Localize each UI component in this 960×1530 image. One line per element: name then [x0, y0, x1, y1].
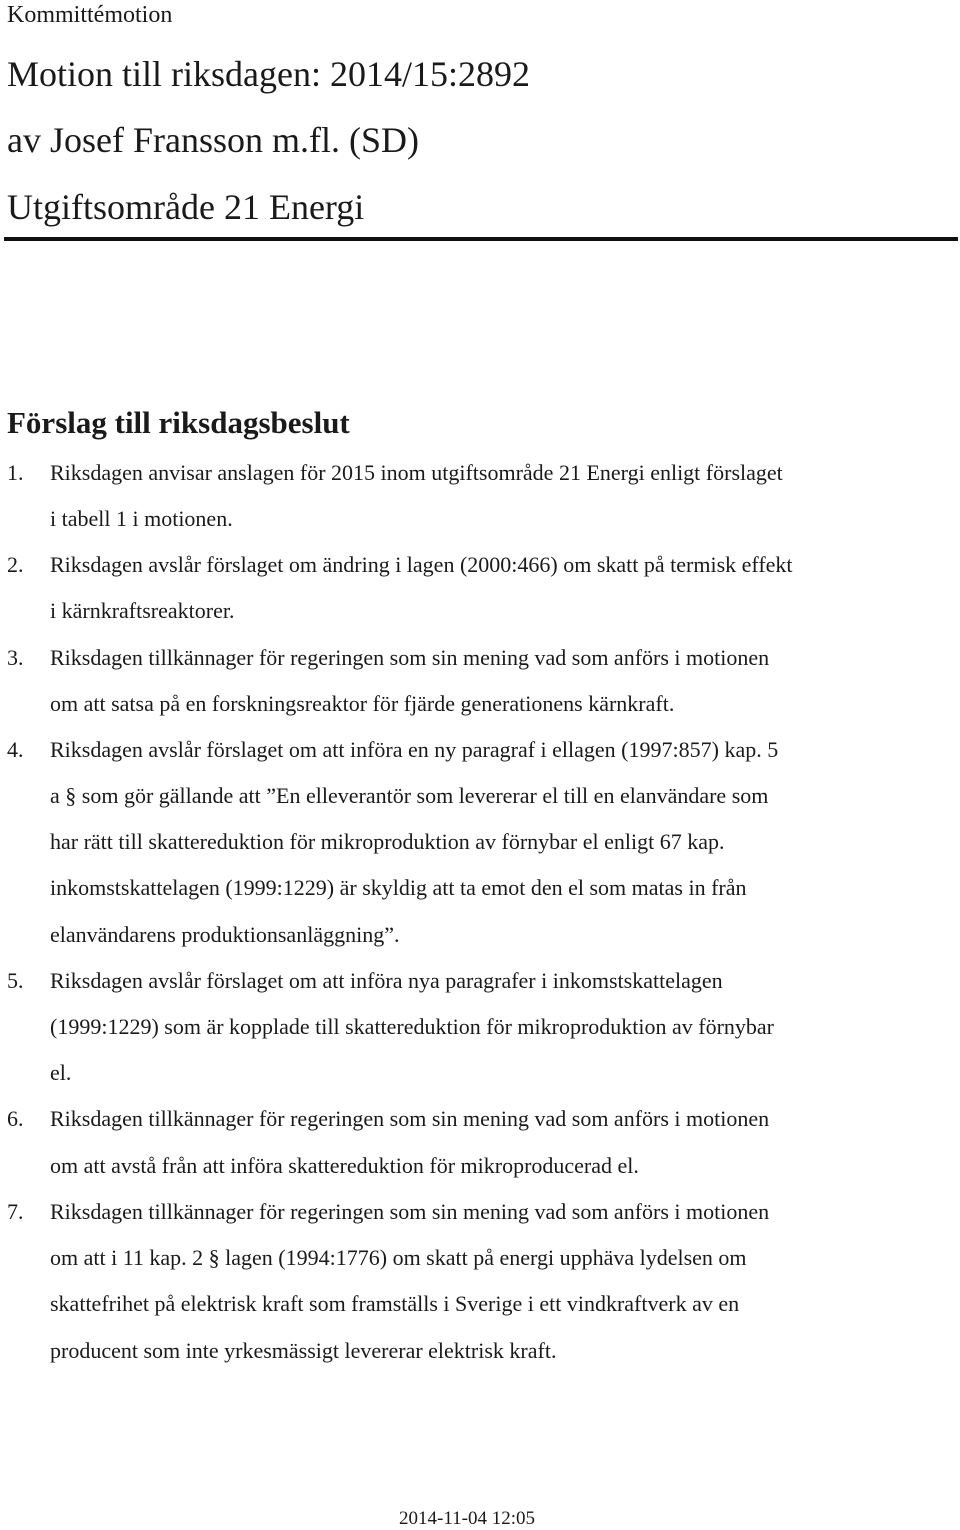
item-number: 6. [7, 1106, 24, 1131]
motion-subject-line: Utgiftsområde 21 Energi [7, 187, 365, 227]
footer-timestamp: 2014-11-04 12:05 [399, 1508, 535, 1529]
item-text-line: a § som gör gällande att ”En elleverantör som levererar el till en elanvändare som [50, 783, 769, 808]
item-text-line: Riksdagen tillkännager för regeringen som sin mening vad som anförs i motionen [50, 645, 770, 670]
item-text-line: i tabell 1 i motionen. [50, 506, 233, 531]
item-number: 4. [7, 737, 24, 762]
item-text-line: har rätt till skattereduktion för mikroproduktion av förnybar el enligt 67 kap. [50, 829, 725, 854]
item-text-line: i kärnkraftsreaktorer. [50, 598, 235, 623]
document-type: Kommittémotion [7, 2, 173, 28]
item-text-line: Riksdagen anvisar anslagen för 2015 inom utgiftsområde 21 Energi enligt förslaget [50, 460, 783, 485]
item-text-line: om att satsa på en forskningsreaktor för fjärde generationens kärnkraft. [50, 691, 675, 716]
motion-authors-line: av Josef Fransson m.fl. (SD) [7, 120, 419, 160]
item-text-line: elanvändarens produktionsanläggning”. [50, 922, 400, 947]
item-text-line: inkomstskattelagen (1999:1229) är skyldig att ta emot den el som matas in från [50, 875, 747, 900]
item-number: 7. [7, 1199, 24, 1224]
item-number: 2. [7, 552, 24, 577]
item-number: 5. [7, 968, 24, 993]
item-text-line: skattefrihet på elektrisk kraft som framställs i Sverige i ett vindkraftverk av en [50, 1291, 740, 1316]
item-text-line: producent som inte yrkesmässigt levererar elektrisk kraft. [50, 1338, 557, 1363]
item-text-line: Riksdagen avslår förslaget om att införa nya paragrafer i inkomstskattelagen [50, 968, 723, 993]
section-heading: Förslag till riksdagsbeslut [7, 405, 350, 440]
item-text-line: (1999:1229) som är kopplade till skattereduktion för mikroproduktion av förnybar [50, 1014, 775, 1039]
item-text-line: Riksdagen avslår förslaget om ändring i lagen (2000:466) om skatt på termisk effekt [50, 552, 793, 577]
item-number: 3. [7, 645, 24, 670]
item-text-line: Riksdagen tillkännager för regeringen som sin mening vad som anförs i motionen [50, 1106, 770, 1131]
motion-title-line: Motion till riksdagen: 2014/15:2892 [7, 54, 530, 94]
item-text-line: Riksdagen tillkännager för regeringen som sin mening vad som anförs i motionen [50, 1199, 770, 1224]
item-text-line: om att i 11 kap. 2 § lagen (1994:1776) om skatt på energi upphäva lydelsen om [50, 1245, 747, 1270]
item-number: 1. [7, 460, 24, 485]
header-rule [4, 237, 958, 241]
item-text-line: om att avstå från att införa skattereduktion för mikroproducerad el. [50, 1153, 639, 1178]
item-text-line: el. [50, 1060, 72, 1085]
item-text-line: Riksdagen avslår förslaget om att införa en ny paragraf i ellagen (1997:857) kap. 5 [50, 737, 779, 762]
